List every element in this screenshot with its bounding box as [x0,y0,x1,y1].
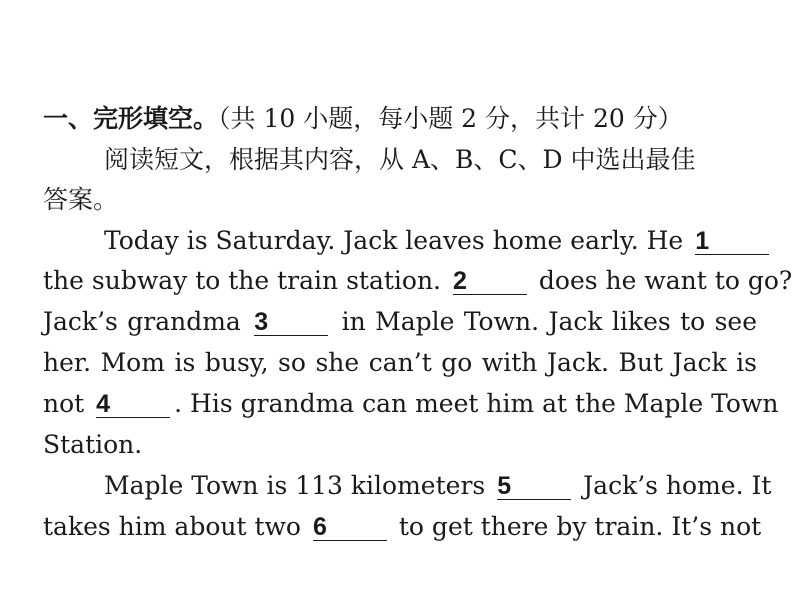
passage-line-8 [43,512,762,542]
section-header [43,104,757,134]
passage-text: does he want to go? [538,266,793,295]
passage-line-6: Station. [43,430,143,459]
passage-text: Maple Town is 113 kilometers [104,471,486,500]
passage-text: the subway to the train station. [43,266,441,295]
blank-4: 4 [96,391,170,418]
passage-text: . His grandma can meet him at the Maple Town [174,389,779,418]
section-meta: （共 10 小题，每小题 2 分，共计 20 分） [218,104,683,133]
passage-line-1 [104,226,757,256]
passage-line-7 [104,471,772,501]
blank-1: 1 [695,228,769,255]
passage-text: to get there by train. It’s not [398,512,762,541]
passage-text: Today is Saturday. Jack leaves home early. He [104,226,684,255]
instruction-line-1: 阅读短文，根据其内容，从 A、B、C、D 中选出最佳 [104,145,696,174]
passage-line-4: her. Mom is busy, so she can’t go with Jack. But Jack is [43,348,757,377]
passage-line-2 [43,266,793,296]
instruction-line-2: 答案。 [43,185,119,214]
passage-text: in Maple Town. Jack likes to see [341,307,758,336]
blank-5: 5 [497,473,571,500]
section-heading: 一、完形填空。 [43,104,219,133]
passage-text: Jack’s home. It [583,471,772,500]
blank-6: 6 [313,514,387,541]
passage-text: takes him about two [43,512,301,541]
passage-text: Jack’s grandma [43,307,241,336]
blank-2: 2 [453,268,527,295]
passage-text: not [43,389,85,418]
passage-line-5 [43,389,779,419]
passage-line-3 [43,307,757,337]
blank-3: 3 [254,309,328,336]
